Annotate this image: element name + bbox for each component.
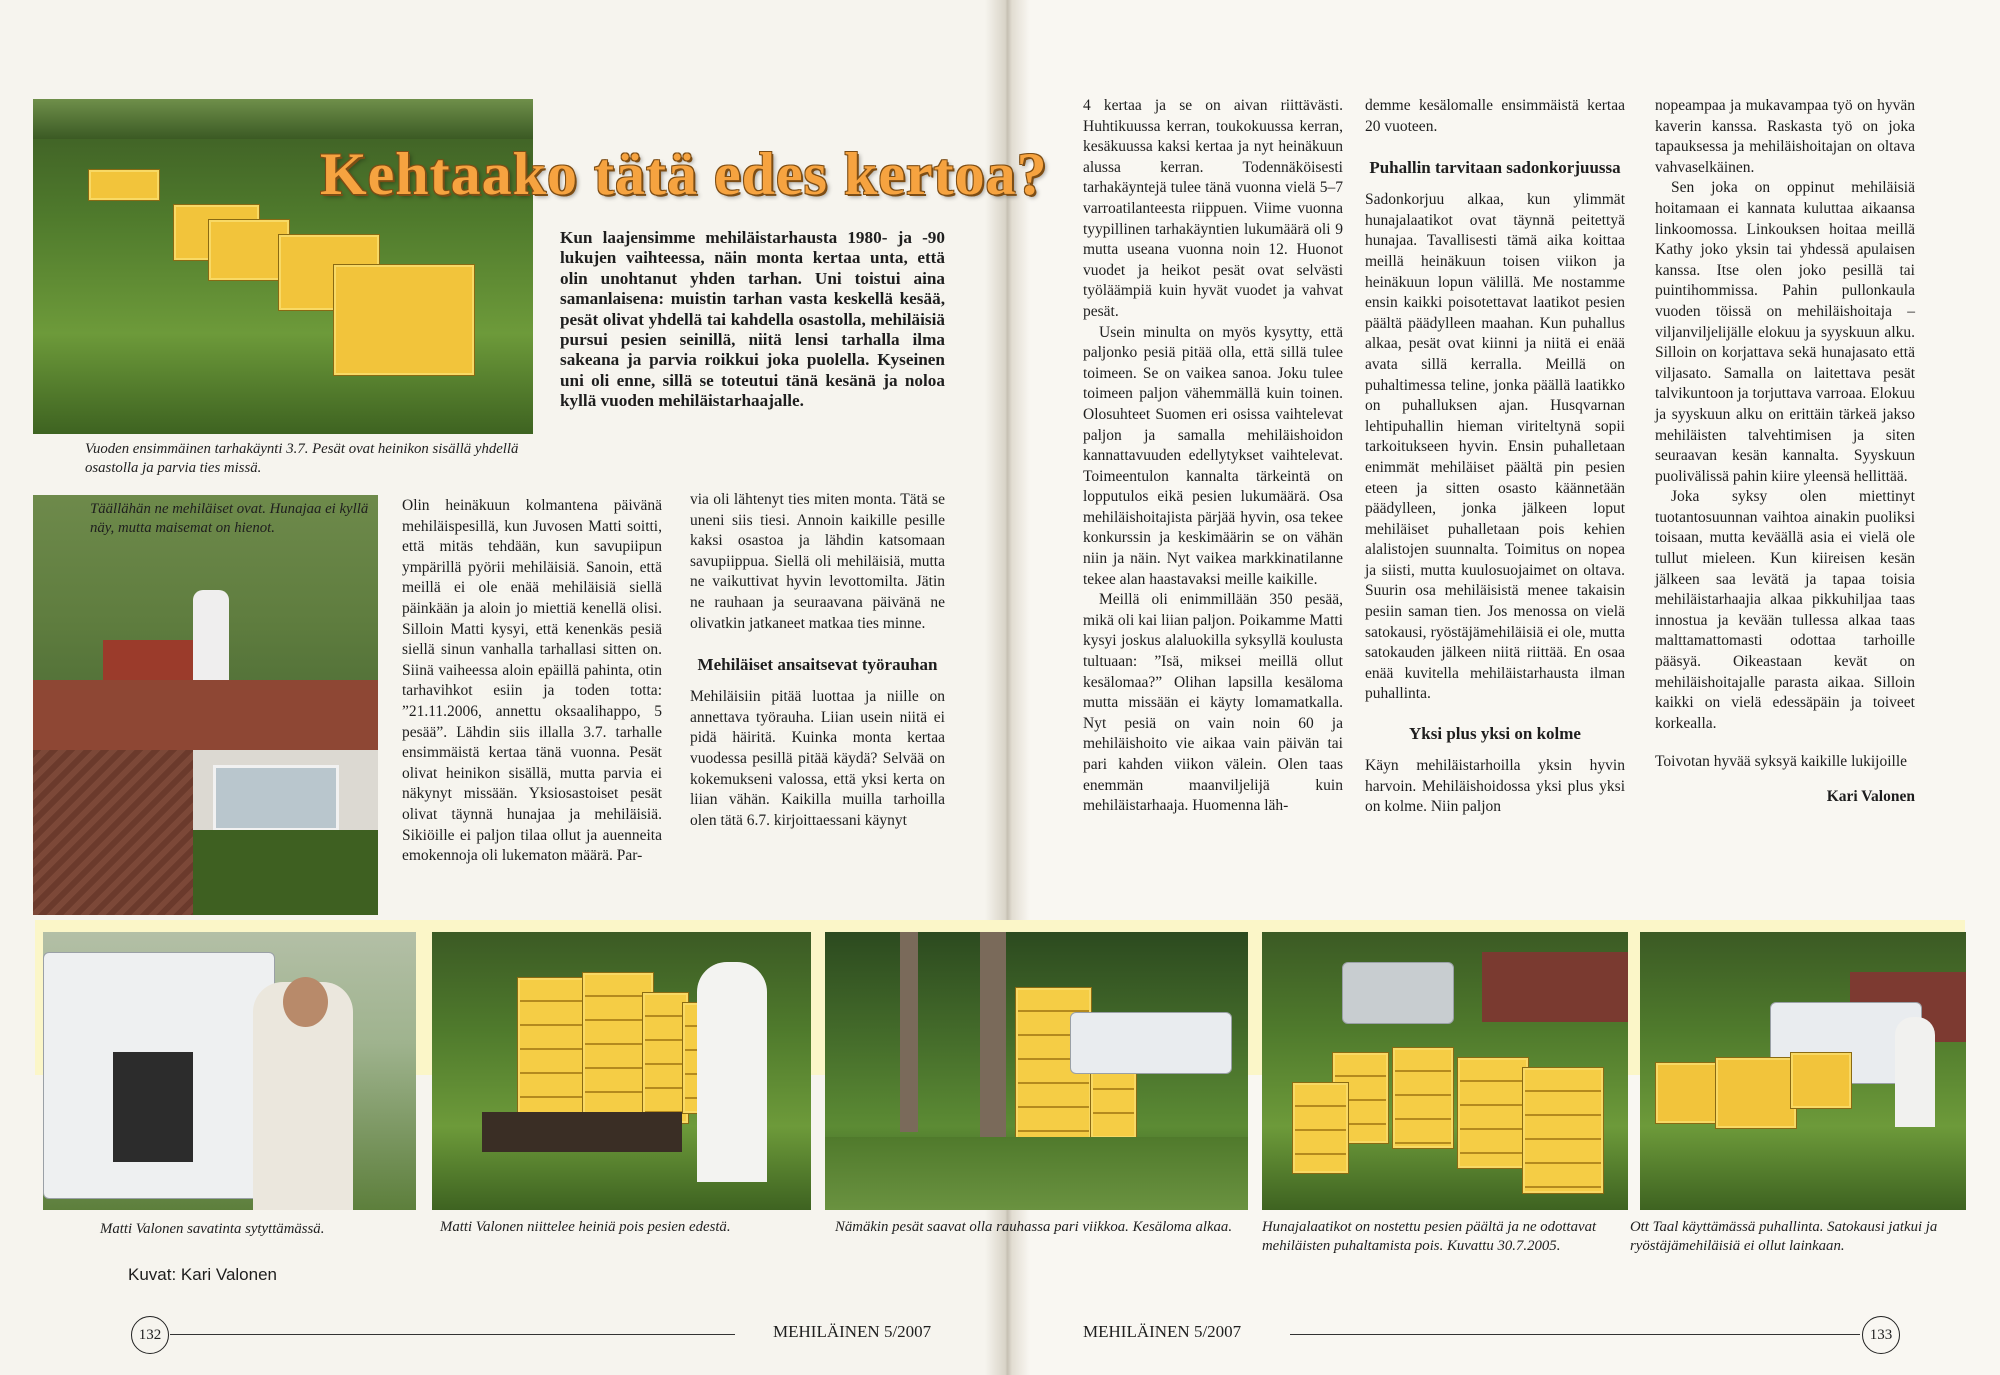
subheading-yksi-plus-yksi: Yksi plus yksi on kolme bbox=[1409, 724, 1581, 744]
subheading-puhallin: Puhallin tarvitaan sadonkorjuussa bbox=[1369, 158, 1621, 178]
caption-strip-2: Matti Valonen niittelee heiniä pois pesien edestä. bbox=[440, 1219, 731, 1235]
photo-mowing-hives bbox=[432, 932, 811, 1210]
subheading-tyorauha: Mehiläiset ansaitsevat työrauhan bbox=[697, 655, 938, 675]
footer-rule-right bbox=[1290, 1334, 1860, 1335]
paragraph: Sadonkorjuu alkaa, kun ylimmät hunajalaatikot ovat täynnä peitettyä hunajaa. Tavallisesti tämä aika koittaa meillä heinäkuun toisen viikon ja heinäkuun lopun välillä. Me nostamme ensin kaikki poisotettavat laatikot pesien päältä päädylleen maahan. Kun puhallus alkaa, pesät ovat kiinni ja niitä ei enää avata sillä kerralla. Meillä on puhaltimessa teline, jonka päällä laatikko on puhalluksen ajan. Husqvarnan lehtipuhallin hieman viriteltynä sopii tarkoitukseen hyvin. Ensin puhalletaan enimmät mehiläiset päältä pin pesien eteen ja sitten osasto käännetään päädylleen, jonka jälkeen loput mehiläiset puhalletaan pois kehien alalistojen suunnalta. Toimitus on nopea ja siisti, mutta kuulosuojaimet on oltava. Suurin osa mehiläisistä menee takaisin pesiin saman tien. Jos menossa on vielä satokausi, ryöstäjämehiläisiä ei ole, mutta satokauden jälkeen niitä riittää. En osaa enää kuvitella mehiläistarhausta ilman puhallinta. bbox=[1365, 191, 1625, 703]
caption-strip-4: Hunajalaatikot on nostettu pesien päältä ja ne odottavat mehiläisten puhaltamista pois. Kuvattu 30.7.2005. bbox=[1262, 1219, 1597, 1254]
caption-strip-3: Nämäkin pesät saavat olla rauhassa pari viikkoa. Kesäloma alkaa. bbox=[835, 1219, 1233, 1235]
photo-forest-hives bbox=[825, 932, 1248, 1210]
column-left-1 bbox=[402, 496, 662, 867]
paragraph: demme kesälomalle ensimmäistä kertaa 20 vuoteen. bbox=[1365, 97, 1625, 135]
page-number-right: 133 bbox=[1862, 1316, 1900, 1354]
magazine-issue-right: MEHILÄINEN 5/2007 bbox=[1083, 1322, 1242, 1341]
column-right-2 bbox=[1365, 96, 1625, 818]
paragraph: Sen joka on oppinut mehiläisiä hoitamaan ei kannata kuluttaa aikaansa linkoomossa. Linkouksen hoitaa meillä Kathy joko yksin tai yhdessä apulaisen kanssa. Itse olen joko pesillä tai puintihommissa. Pahin pullonkaula vuoden töissä on mehiläishoitaja – viljanviljelijälle elokuu ja syyskuun alku. Silloin on korjattava sekä hunajasato että viljasato. Samalla on laitettava pesät talvikuntoon ja torjuttava varroaa. Elokuu ja syyskuun alku on erittäin tärkeä jakso mehiläisten talvehtimisen ja siten seuraavan kesän kannalta. Syyskuun puolivälissä pahin kiire yleensä hellittää. bbox=[1655, 179, 1915, 485]
column-left-2 bbox=[690, 490, 945, 831]
photo-honey-boxes-stacked bbox=[1262, 932, 1628, 1210]
footer-rule-left bbox=[170, 1334, 735, 1335]
article-headline: Kehtaako tätä edes kertoa? bbox=[320, 141, 1048, 207]
photo-van-smoker bbox=[43, 932, 416, 1210]
photo-roof-chimney bbox=[33, 495, 378, 915]
paragraph: Meillä oli enimmillään 350 pesää, mikä oli kai liian paljon. Poikamme Matti kysyi joskus alaluokilla syksyllä koulusta tultuaan: ”Isä, miksei meillä ollut kesälomaa?” Olihan lapsilla kesäloma mutta missään ei käyty lomamatkalla. Nyt pesiä on vain noin 60 ja mehiläishoito vie aikaa vain päivän tai pari kahden viikon välein. Olen taas enemmän maanviljelijä kuin mehiläistarhaaja. Huomenna läh- bbox=[1083, 591, 1343, 815]
paragraph: Joka syksy olen miettinyt tuotantosuunnan vaihtoa ainakin puoliksi toisaan, mutta keväällä asia ei vielä ole tullut mieleen. Kun kiireisen kesän jälkeen saa levätä ja tapaa toisia mehiläistarhaajia alkaa pikkuhiljaa taas innostua ja kevään tullessa alkaa taas malttamattomasti odottaa tarhoille pääsyä. Oikeastaan kevät on mehiläishoitajalle parasta aikaa. Silloin kaikki on vielä edessäpäin ja toiveet korkealla. bbox=[1655, 488, 1915, 732]
lead-paragraph: Kun laajensimme mehiläistarhausta 1980- ja -90 lukujen vaihteessa, näin monta kertaa unta, että olin unohtanut yhden tarhan. Uni toistui aina samanlaisena: muistin tarhan vasta keskellä kesää, pesät olivat yhdellä tai kahdella osastolla, mehiläisiä pursui pesien seinillä, niitä lensi tarhalla ilma sakeana ja parvia roikkui joka puolella. Kyseinen uni oli enne, sillä se toteutui tänä kesänä ja noloa kyllä vuoden mehiläistarhaajalle. bbox=[560, 228, 945, 411]
closing-line: Toivotan hyvää syksyä kaikille lukijoille bbox=[1655, 753, 1908, 771]
photo-blower-van bbox=[1640, 932, 1966, 1210]
photo-credit: Kuvat: Kari Valonen bbox=[128, 1265, 277, 1284]
paragraph: Olin heinäkuun kolmantena päivänä mehiläispesillä, kun Juvosen Matti soitti, että mitäs tehdään, kun savupiipun ympärillä pyörii mehiläisiä. Sanoin, että meillä ei ole enää mehiläisiä siellä päinkään ja aloin jo miettiä kenellä olisi. Silloin Matti kysyi, että kenenkäs pesiä siellä sinun vanhalla tarhallasi sitten on. Siinä vaiheessa aloin epäillä pahinta, otin tarhavihkot esiin ja toden totta: ”21.11.2006, annettu oksaalihappo, 5 pesää”. Lähdin siis illalla 3.7. tarhalle ensimmäistä kertaa tänä vuonna. Pesät olivat heinikon sisällä, mutta parvia ei näkynyt missään. Yksiosastoiset pesät olivat täynnä hunajaa ja mehiläisiä. Sikiöille ei paljon tilaa ollut ja auenneita emokennoja oli lukematon määrä. Par- bbox=[402, 497, 662, 865]
caption-strip-1: Matti Valonen savatinta sytyttämässä. bbox=[100, 1221, 325, 1237]
column-right-1 bbox=[1083, 96, 1343, 817]
page-number-left: 132 bbox=[131, 1316, 169, 1354]
paragraph: Mehiläisiin pitää luottaa ja niille on annettava työrauha. Liian usein niitä ei pidä häiritä. Kuinka monta kertaa vuodessa pesillä pitää käydä? Selvää on kokemukseni valossa, että yksi kerta on liian vähän. Kaikilla muilla tarhoilla olen tätä 6.7. kirjoittaessani käynyt bbox=[690, 688, 945, 829]
column-right-3 bbox=[1655, 96, 1915, 808]
paragraph: 4 kertaa ja se on aivan riittävästi. Huhtikuussa kerran, toukokuussa kerran, kesäkuussa kaksi kertaa ja nyt heinäkuun alussa kerran. Todennäköisesti tarhakäyntejä tulee tänä vuonna vielä 5–7 varroatilanteesta riippuen. Viime vuonna tyypillinen tarhakäyntien lukumäärä oli 9 mutta useana vuonna noin 12. Huonot vuodet ja heikot pesät ovat selvästi työläämpiä kuin hyvät vuodet ja vahvat pesät. bbox=[1083, 97, 1343, 320]
caption-strip-5: Ott Taal käyttämässä puhallinta. Satokausi jatkui ja ryöstäjämehiläisiä ei ollut lainkaan. bbox=[1630, 1219, 1938, 1254]
author-signature: Kari Valonen bbox=[1826, 788, 1915, 805]
paragraph: via oli lähtenyt ties miten monta. Tätä se uneni siis tiesi. Annoin kaikille pesille kaksi osastoa ja lähdin katsomaan savupiippua. Siellä oli mehiläisiä, mutta ne vaikuttivat hyvin levottomilta. Jätin ne rauhaan ja seuraavana päivänä ne olivatkin jatkaneet matkaa ties minne. bbox=[690, 491, 945, 632]
paragraph: Usein minulta on myös kysytty, että paljonko pesiä pitää olla, että sillä tulee toimeen. Se on vaikea sanoa. Joku tulee toimeen paljon vähemmällä kuin toinen. Olosuhteet Suomen eri osissa vaihtelevat paljon ja samalla mehiläishoidon kannattavuuden edellytykset vaihtelevat. Toimeentulon kannalta tärkeintä on lopputulos eikä pesien lukumäärä. Osa mehiläishoitajista pärjää hyvin, osa tekee konkurssin ja keskimäärin se on vähän niin ja näin. Nyt vaikea markkinatilanne tekee alan haastavaksi meille kaikille. bbox=[1083, 323, 1343, 588]
magazine-issue-left: MEHILÄINEN 5/2007 bbox=[773, 1322, 932, 1341]
caption-top-photo: Vuoden ensimmäinen tarhakäynti 3.7. Pesät ovat heinikon sisällä yhdellä osastolla ja parvia ties missä. bbox=[85, 441, 519, 476]
paragraph: nopeampaa ja mukavampaa työ on hyvän kaverin kanssa. Raskasta työ on joka tapauksessa ja mehiläishoitajan on oltava vahvaselkäinen. bbox=[1655, 97, 1915, 176]
caption-roof-photo: Täällähän ne mehiläiset ovat. Hunajaa ei kyllä näy, mutta maisemat on hienot. bbox=[90, 501, 369, 536]
paragraph: Käyn mehiläistarhoilla yksin hyvin harvoin. Mehiläishoidossa yksi plus yksi on kolme. Niin paljon bbox=[1365, 757, 1625, 816]
